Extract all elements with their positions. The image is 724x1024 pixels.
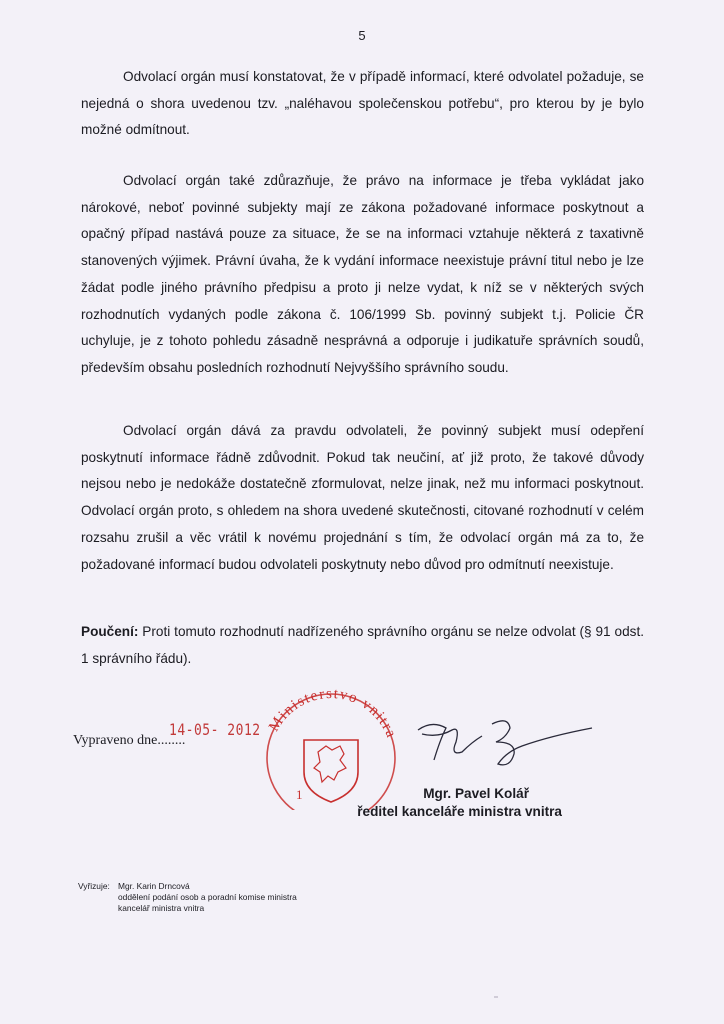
seal-number: 1 (296, 787, 303, 802)
scan-speck (494, 996, 498, 998)
handled-by-footer (78, 881, 297, 914)
paragraph-3 (81, 418, 644, 578)
instruction-paragraph (81, 619, 644, 672)
signer-name: Mgr. Pavel Kolář (423, 786, 529, 801)
svg-text:Ministerstvo vnitra (266, 686, 399, 741)
seal-text: Ministerstvo vnitra (266, 685, 400, 742)
dispatched-label: Vypraveno dne........ (73, 733, 186, 748)
instruction-label: Poučení: (81, 624, 139, 639)
seal-lion-icon (314, 746, 346, 782)
paragraph-2-text: Odvolací orgán také zdůrazňuje, že právo na informace je třeba vykládat jako nárokové, neboť povinné subjekty mají ze zákona požadované informace poskytnout a opačný případ nastává pouze za situace, že se na informaci vztahuje některá z taxativně stanovených výjimek. Právní úvaha, že k vydání informace neexistuje právní titul nebo je lze žádat podle jiného právního předpisu a proto ji nelze vydat, k níž se v některých svých rozhodnutích vydaných podle zákona č. 106/1999 Sb. povinný subjekt t.j. Policie ČR uchyluje, je z tohoto pohledu zásadně nesprávná a odporuje i judikatuře správních soudů, především obsahu posledních rozhodnutí Nejvyššího správního soudu. (81, 173, 644, 375)
handwritten-signature (410, 712, 600, 772)
handled-by-name: Mgr. Karin Drncová (118, 881, 190, 891)
paragraph-1 (81, 64, 644, 144)
handled-by-department: oddělení podání osob a poradní komise ministra (118, 892, 297, 902)
signer-title: ředitel kanceláře ministra vnitra (357, 804, 562, 819)
handled-by-office: kancelář ministra vnitra (118, 903, 205, 913)
instruction-text: Proti tomuto rozhodnutí nadřízeného správního orgánu se nelze odvolat (§ 91 odst. 1 správního řádu). (81, 624, 644, 666)
dispatch-date-stamp: 14-05- 2012 (169, 721, 261, 740)
page-number: 5 (358, 28, 366, 43)
handled-by-label: Vyřizuje: (78, 881, 110, 891)
paragraph-3-text: Odvolací orgán dává za pravdu odvolateli, že povinný subjekt musí odepření poskytnutí informace řádně zdůvodnit. Pokud tak neučiní, ať již proto, že takové důvody nejsou nebo je nedokáže dostatečně zformulovat, nelze jinak, než mu informaci poskytnout. Odvolací orgán proto, s ohledem na shora uvedené skutečnosti, citované rozhodnutí v celém rozsahu zrušil a věc vrátil k novému projednání s tím, že odvolací orgán má za to, že požadované informací budou odvolateli poskytnuty nebo důvod pro odmítnutí neexistuje. (81, 423, 644, 572)
paragraph-2 (81, 168, 644, 382)
paragraph-1-text: Odvolací orgán musí konstatovat, že v případě informací, které odvolatel požaduje, se nejedná o shora uvedenou tzv. „naléhavou společenskou potřebu“, pro kterou by je bylo možné odmítnout. (81, 69, 644, 138)
